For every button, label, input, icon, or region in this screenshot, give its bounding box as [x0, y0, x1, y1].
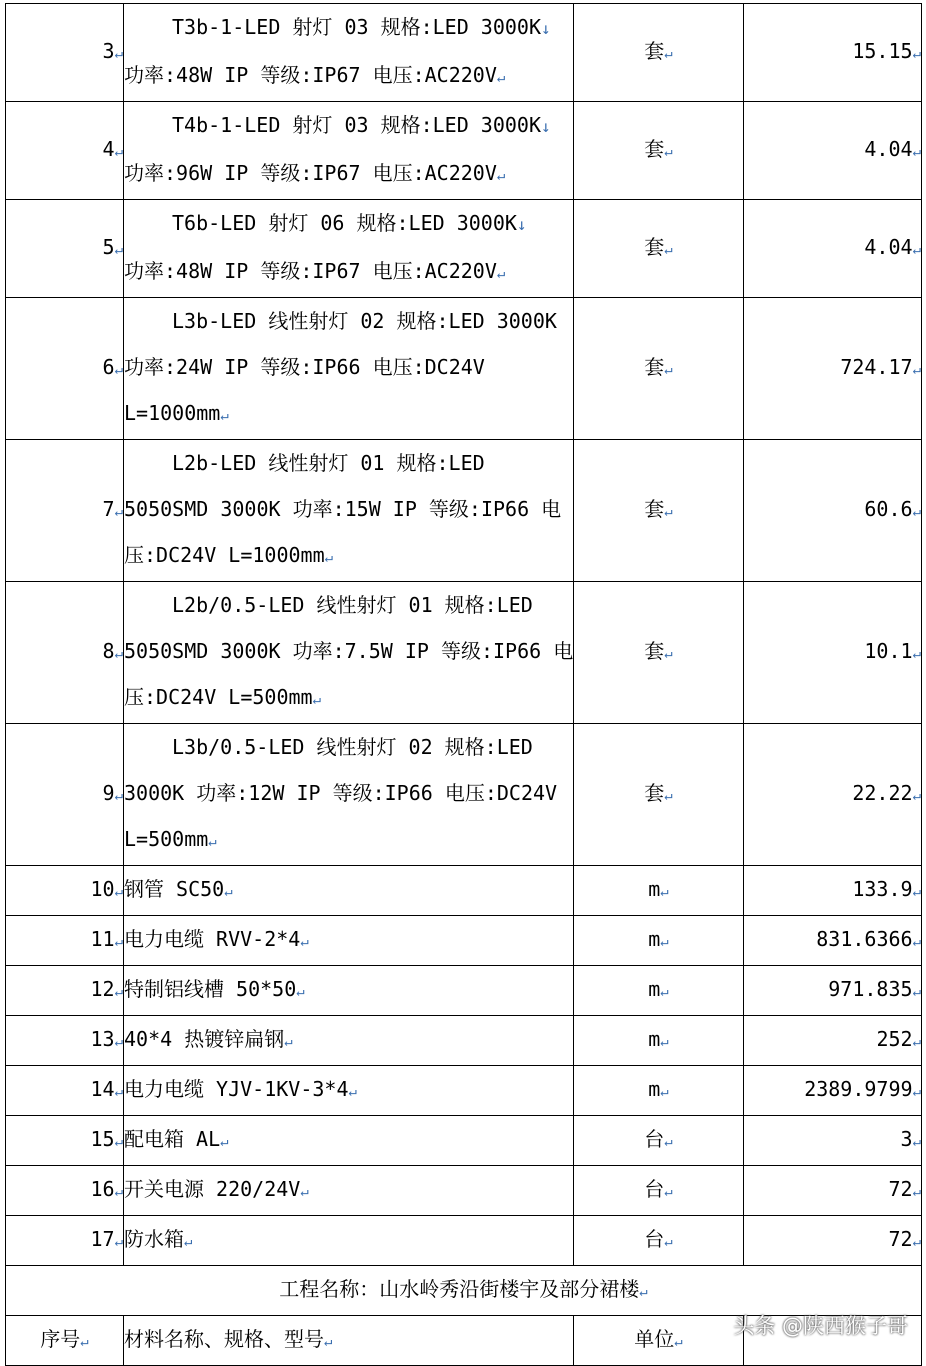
return-mark-icon: ↵ — [639, 1284, 648, 1300]
table-row — [6, 440, 922, 582]
return-mark-icon: ↵ — [660, 934, 669, 950]
return-mark-icon: ↵ — [220, 1134, 229, 1150]
material-name-line: L2b/0.5-LED 线性射灯 01 规格:LED — [172, 593, 533, 617]
return-mark-icon: ↵ — [660, 1084, 669, 1100]
unit-cell: m↵ — [574, 1016, 744, 1066]
material-name-line: 5050SMD 3000K 功率:7.5W IP 等级:IP66 电 — [124, 639, 573, 663]
return-mark-icon: ↵ — [184, 1234, 193, 1250]
return-mark-icon: ↵ — [114, 1034, 123, 1050]
return-mark-icon: ↵ — [496, 168, 506, 184]
line-break-icon: ↓ — [516, 215, 527, 234]
table-row — [6, 298, 922, 440]
row-number: 14↵ — [6, 1066, 124, 1116]
quantity-cell: 10.1↵ — [744, 582, 922, 724]
material-name — [124, 1166, 574, 1216]
table-row — [6, 200, 922, 298]
return-mark-icon: ↵ — [912, 884, 921, 900]
header-number: 序号↵ — [6, 1316, 124, 1366]
return-mark-icon: ↵ — [224, 884, 233, 900]
material-name — [124, 1016, 574, 1066]
quantity-cell: 2389.9799↵ — [744, 1066, 922, 1116]
material-name-line: T3b-1-LED 射灯 03 规格:LED 3000K↓ — [172, 15, 551, 39]
material-name — [124, 966, 574, 1016]
unit-cell: 套↵ — [574, 102, 744, 200]
unit-cell: 台↵ — [574, 1216, 744, 1266]
return-mark-icon: ↵ — [912, 1084, 921, 1100]
quantity-cell: 72↵ — [744, 1216, 922, 1266]
return-mark-icon: ↵ — [296, 984, 305, 1000]
line-break-icon: ↓ — [540, 19, 551, 38]
return-mark-icon: ↵ — [114, 144, 123, 160]
return-mark-icon: ↵ — [664, 504, 673, 520]
header-unit: 单位↵ — [574, 1316, 744, 1366]
material-name-line: T6b-LED 射灯 06 规格:LED 3000K↓ — [172, 211, 527, 235]
material-name-line: 钢管 SC50↵ — [124, 877, 233, 901]
table-row — [6, 1066, 922, 1116]
material-name-line: L=1000mm↵ — [124, 401, 229, 425]
material-name — [124, 724, 574, 866]
return-mark-icon: ↵ — [664, 144, 673, 160]
return-mark-icon: ↵ — [912, 646, 921, 662]
return-mark-icon: ↵ — [664, 788, 673, 804]
unit-cell: 套↵ — [574, 582, 744, 724]
return-mark-icon: ↵ — [114, 46, 123, 62]
material-name-line: 配电箱 AL↵ — [124, 1127, 229, 1151]
return-mark-icon: ↵ — [80, 1334, 89, 1350]
material-name-line: 开关电源 220/24V↵ — [124, 1177, 309, 1201]
quantity-cell: 4.04↵ — [744, 200, 922, 298]
material-name — [124, 866, 574, 916]
row-number: 6↵ — [6, 298, 124, 440]
return-mark-icon: ↵ — [496, 70, 506, 86]
table-row — [6, 4, 922, 102]
table-row — [6, 582, 922, 724]
row-number: 16↵ — [6, 1166, 124, 1216]
table-row — [6, 1216, 922, 1266]
return-mark-icon: ↵ — [114, 788, 123, 804]
table-row — [6, 724, 922, 866]
return-mark-icon: ↵ — [664, 646, 673, 662]
line-break-icon: ↓ — [540, 117, 551, 136]
return-mark-icon: ↵ — [912, 1234, 921, 1250]
row-number: 7↵ — [6, 440, 124, 582]
unit-cell: m↵ — [574, 966, 744, 1016]
return-mark-icon: ↵ — [664, 1134, 673, 1150]
return-mark-icon: ↵ — [912, 144, 921, 160]
return-mark-icon: ↵ — [114, 884, 123, 900]
watermark: 头条 @陕西猴子哥 — [733, 1314, 908, 1338]
return-mark-icon: ↵ — [912, 46, 921, 62]
table-row — [6, 1016, 922, 1066]
material-name — [124, 916, 574, 966]
material-name-line: L3b/0.5-LED 线性射灯 02 规格:LED — [172, 735, 533, 759]
material-name-line: 3000K 功率:12W IP 等级:IP66 电压:DC24V — [124, 781, 558, 805]
material-name-line: 电力电缆 YJV-1KV-3*4↵ — [124, 1077, 357, 1101]
row-number: 9↵ — [6, 724, 124, 866]
return-mark-icon: ↵ — [114, 1184, 123, 1200]
material-name-line: 特制铝线槽 50*50↵ — [124, 977, 305, 1001]
unit-cell: 套↵ — [574, 4, 744, 102]
unit-cell: m↵ — [574, 866, 744, 916]
project-title: 工程名称：山水岭秀沿街楼宇及部分裙楼↵ — [6, 1266, 922, 1316]
quantity-cell: 3↵ — [744, 1116, 922, 1166]
material-name-line: L3b-LED 线性射灯 02 规格:LED 3000K — [172, 309, 557, 333]
unit-cell: 套↵ — [574, 298, 744, 440]
return-mark-icon: ↵ — [220, 408, 229, 424]
row-number: 13↵ — [6, 1016, 124, 1066]
materials-table-body — [6, 4, 922, 1366]
material-name — [124, 200, 574, 298]
material-name-line: L2b-LED 线性射灯 01 规格:LED — [172, 451, 485, 475]
quantity-cell: 971.835↵ — [744, 966, 922, 1016]
return-mark-icon: ↵ — [664, 362, 673, 378]
table-row — [6, 102, 922, 200]
return-mark-icon: ↵ — [912, 1034, 921, 1050]
return-mark-icon: ↵ — [114, 934, 123, 950]
quantity-cell: 15.15↵ — [744, 4, 922, 102]
unit-cell: m↵ — [574, 916, 744, 966]
material-name — [124, 1116, 574, 1166]
material-name-line: 电力电缆 RVV-2*4↵ — [124, 927, 309, 951]
quantity-cell: 724.17↵ — [744, 298, 922, 440]
return-mark-icon: ↵ — [660, 984, 669, 1000]
material-name-line: 功率:48W IP 等级:IP67 电压:AC220V↵ — [124, 259, 506, 283]
row-number: 12↵ — [6, 966, 124, 1016]
return-mark-icon: ↵ — [660, 1034, 669, 1050]
material-name-line: 40*4 热镀锌扁钢↵ — [124, 1027, 293, 1051]
unit-cell: 套↵ — [574, 724, 744, 866]
table-row — [6, 916, 922, 966]
row-number: 4↵ — [6, 102, 124, 200]
material-name-line: 功率:48W IP 等级:IP67 电压:AC220V↵ — [124, 63, 506, 87]
return-mark-icon: ↵ — [300, 934, 309, 950]
material-name-line: 5050SMD 3000K 功率:15W IP 等级:IP66 电 — [124, 497, 562, 521]
return-mark-icon: ↵ — [114, 242, 123, 258]
return-mark-icon: ↵ — [660, 884, 669, 900]
material-name-line: 防水箱↵ — [124, 1227, 193, 1251]
return-mark-icon: ↵ — [912, 242, 921, 258]
unit-cell: 台↵ — [574, 1116, 744, 1166]
quantity-cell: 4.04↵ — [744, 102, 922, 200]
quantity-cell: 72↵ — [744, 1166, 922, 1216]
return-mark-icon: ↵ — [324, 550, 334, 566]
material-name — [124, 102, 574, 200]
material-name — [124, 582, 574, 724]
row-number: 3↵ — [6, 4, 124, 102]
return-mark-icon: ↵ — [114, 504, 123, 520]
row-number: 8↵ — [6, 582, 124, 724]
materials-table — [5, 3, 922, 1366]
return-mark-icon: ↵ — [674, 1334, 683, 1350]
table-row — [6, 1166, 922, 1216]
material-name-line: L=500mm↵ — [124, 827, 217, 851]
material-name-line: 压:DC24V L=1000mm↵ — [124, 543, 334, 567]
return-mark-icon: ↵ — [208, 834, 217, 850]
quantity-cell: 252↵ — [744, 1016, 922, 1066]
material-name — [124, 1216, 574, 1266]
return-mark-icon: ↵ — [114, 984, 123, 1000]
return-mark-icon: ↵ — [664, 1184, 673, 1200]
return-mark-icon: ↵ — [664, 242, 673, 258]
return-mark-icon: ↵ — [114, 646, 123, 662]
table-row — [6, 866, 922, 916]
return-mark-icon: ↵ — [912, 362, 921, 378]
return-mark-icon: ↵ — [114, 1234, 123, 1250]
return-mark-icon: ↵ — [284, 1034, 293, 1050]
material-name — [124, 4, 574, 102]
return-mark-icon: ↵ — [114, 362, 123, 378]
quantity-cell: 133.9↵ — [744, 866, 922, 916]
material-name-line: 功率:24W IP 等级:IP66 电压:DC24V — [124, 355, 485, 379]
row-number: 5↵ — [6, 200, 124, 298]
row-number: 11↵ — [6, 916, 124, 966]
row-number: 10↵ — [6, 866, 124, 916]
return-mark-icon: ↵ — [664, 1234, 673, 1250]
return-mark-icon: ↵ — [348, 1084, 357, 1100]
material-name — [124, 440, 574, 582]
unit-cell: 套↵ — [574, 200, 744, 298]
project-title-row — [6, 1266, 922, 1316]
unit-cell: m↵ — [574, 1066, 744, 1116]
return-mark-icon: ↵ — [912, 934, 921, 950]
return-mark-icon: ↵ — [496, 266, 506, 282]
return-mark-icon: ↵ — [912, 984, 921, 1000]
material-name-line: 压:DC24V L=500mm↵ — [124, 685, 322, 709]
return-mark-icon: ↵ — [300, 1184, 309, 1200]
unit-cell: 套↵ — [574, 440, 744, 582]
return-mark-icon: ↵ — [312, 692, 322, 708]
return-mark-icon: ↵ — [664, 46, 673, 62]
material-name-line: T4b-1-LED 射灯 03 规格:LED 3000K↓ — [172, 113, 551, 137]
quantity-cell: 22.22↵ — [744, 724, 922, 866]
return-mark-icon: ↵ — [912, 788, 921, 804]
row-number: 17↵ — [6, 1216, 124, 1266]
row-number: 15↵ — [6, 1116, 124, 1166]
quantity-cell: 60.6↵ — [744, 440, 922, 582]
material-name — [124, 1066, 574, 1116]
header-material-name: 材料名称、规格、型号↵ — [124, 1316, 574, 1366]
return-mark-icon: ↵ — [114, 1134, 123, 1150]
material-name — [124, 298, 574, 440]
unit-cell: 台↵ — [574, 1166, 744, 1216]
table-row — [6, 966, 922, 1016]
return-mark-icon: ↵ — [912, 1134, 921, 1150]
material-name-line: 功率:96W IP 等级:IP67 电压:AC220V↵ — [124, 161, 506, 185]
return-mark-icon: ↵ — [324, 1334, 333, 1350]
table-row — [6, 1116, 922, 1166]
return-mark-icon: ↵ — [912, 1184, 921, 1200]
quantity-cell: 831.6366↵ — [744, 916, 922, 966]
return-mark-icon: ↵ — [912, 504, 921, 520]
return-mark-icon: ↵ — [114, 1084, 123, 1100]
